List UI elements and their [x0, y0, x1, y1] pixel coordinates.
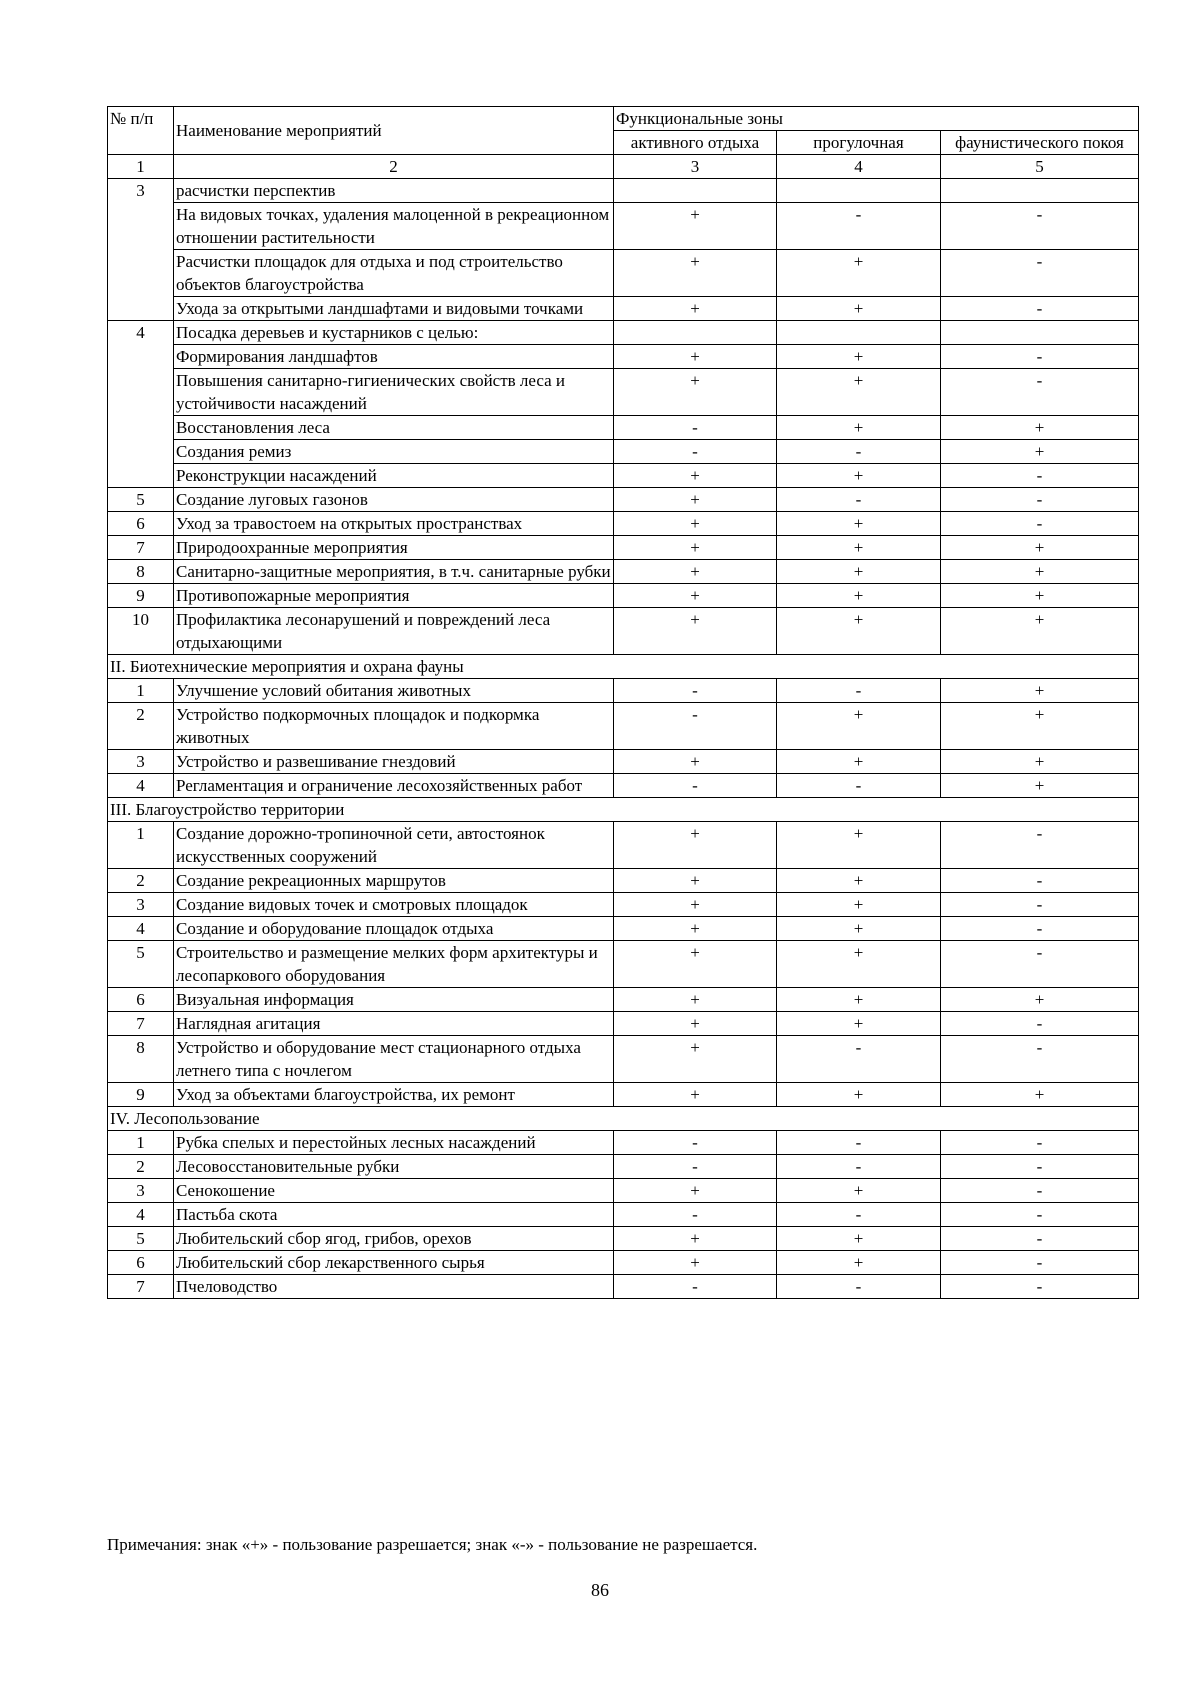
zone-walking-mark: + — [777, 512, 941, 536]
measure-name: Пчеловодство — [174, 1275, 614, 1299]
table-row — [108, 608, 1139, 655]
measure-name: Посадка деревьев и кустарников с целью: — [174, 321, 614, 345]
section-title: IV. Лесопользование — [108, 1107, 1139, 1131]
zone-fauna-mark: + — [941, 440, 1139, 464]
zone-walking-mark: - — [777, 488, 941, 512]
measure-name: Создание рекреационных маршрутов — [174, 869, 614, 893]
row-number: 7 — [108, 1275, 174, 1299]
row-number: 6 — [108, 1251, 174, 1275]
measure-name: Ухода за открытыми ландшафтами и видовыми точками — [174, 297, 614, 321]
zone-walking-mark: + — [777, 1012, 941, 1036]
measure-name: Восстановления леса — [174, 416, 614, 440]
table-row — [108, 440, 1139, 464]
zone-fauna-mark: + — [941, 536, 1139, 560]
table-row — [108, 1251, 1139, 1275]
zone-active-mark: - — [614, 1275, 777, 1299]
zone-fauna-mark — [941, 179, 1139, 203]
table-row — [108, 869, 1139, 893]
zone-walking-mark: + — [777, 250, 941, 297]
zone-fauna-mark: - — [941, 512, 1139, 536]
row-number: 6 — [108, 512, 174, 536]
zone-walking-mark: + — [777, 750, 941, 774]
zone-active-mark: - — [614, 1155, 777, 1179]
section-ii — [108, 655, 1139, 679]
zone-walking-mark: + — [777, 584, 941, 608]
table-row — [108, 250, 1139, 297]
table-row — [108, 416, 1139, 440]
row-number: 3 — [108, 750, 174, 774]
table-row — [108, 1083, 1139, 1107]
zone-walking-mark: + — [777, 369, 941, 416]
row-number: 1 — [108, 1131, 174, 1155]
measure-name: Создания ремиз — [174, 440, 614, 464]
section-iv-rows — [108, 1131, 1139, 1299]
index-row — [108, 155, 1139, 179]
zone-fauna-mark: - — [941, 893, 1139, 917]
row-number: 1 — [108, 822, 174, 869]
zone-walking-mark: + — [777, 464, 941, 488]
zone-active-mark: + — [614, 1251, 777, 1275]
zone-walking-mark: - — [777, 1036, 941, 1083]
measure-name: Санитарно-защитные мероприятия, в т.ч. санитарные рубки — [174, 560, 614, 584]
measure-name: Сенокошение — [174, 1179, 614, 1203]
zone-walking-mark: + — [777, 416, 941, 440]
zone-active-mark: - — [614, 774, 777, 798]
zone-walking-mark: + — [777, 703, 941, 750]
measure-name: Устройство подкормочных площадок и подкормка животных — [174, 703, 614, 750]
zone-active-mark: + — [614, 488, 777, 512]
table-row — [108, 1036, 1139, 1083]
zone-walking-mark: + — [777, 1227, 941, 1251]
zone-active-mark: - — [614, 1203, 777, 1227]
zone-walking-mark: + — [777, 988, 941, 1012]
row-number: 3 — [108, 893, 174, 917]
measure-name: Любительский сбор ягод, грибов, орехов — [174, 1227, 614, 1251]
measure-name: расчистки перспектив — [174, 179, 614, 203]
zone-active-mark: + — [614, 536, 777, 560]
row-number: 7 — [108, 536, 174, 560]
zone-active-mark: - — [614, 1131, 777, 1155]
section-ii-rows — [108, 679, 1139, 798]
zone-active-mark: + — [614, 869, 777, 893]
measure-name: Повышения санитарно-гигиенических свойств леса и устойчивости насаждений — [174, 369, 614, 416]
zone-active-mark: + — [614, 250, 777, 297]
measure-name: Лесовосстановительные рубки — [174, 1155, 614, 1179]
zone-fauna-mark: - — [941, 488, 1139, 512]
zone-fauna-mark: + — [941, 416, 1139, 440]
table-row — [108, 1275, 1139, 1299]
zone-fauna-mark: - — [941, 297, 1139, 321]
table-row — [108, 203, 1139, 250]
row-number: 6 — [108, 988, 174, 1012]
table-row — [108, 750, 1139, 774]
zone-fauna-mark: - — [941, 1012, 1139, 1036]
row-number: 3 — [108, 179, 174, 321]
measure-name: Визуальная информация — [174, 988, 614, 1012]
zone-fauna-mark: - — [941, 345, 1139, 369]
zone-active-mark: + — [614, 750, 777, 774]
measure-name: Устройство и оборудование мест стационарного отдыха летнего типа с ночлегом — [174, 1036, 614, 1083]
table-row — [108, 512, 1139, 536]
zone-fauna-mark: + — [941, 774, 1139, 798]
zone-active-mark: + — [614, 203, 777, 250]
zone-fauna-mark: + — [941, 703, 1139, 750]
index-cell: 1 — [108, 155, 174, 179]
zone-walking-mark: + — [777, 893, 941, 917]
row-number: 5 — [108, 488, 174, 512]
measure-name: Улучшение условий обитания животных — [174, 679, 614, 703]
header-zone-active: активного отдыха — [614, 131, 777, 155]
zone-active-mark: + — [614, 893, 777, 917]
zone-fauna-mark: - — [941, 1036, 1139, 1083]
measure-name: Расчистки площадок для отдыха и под строительство объектов благоустройства — [174, 250, 614, 297]
table-row — [108, 488, 1139, 512]
zone-active-mark: + — [614, 369, 777, 416]
section-iii-rows — [108, 822, 1139, 1107]
zone-fauna-mark: - — [941, 1155, 1139, 1179]
measures-table — [107, 106, 1139, 1299]
zone-fauna-mark: - — [941, 464, 1139, 488]
header-zones: Функциональные зоны — [614, 107, 1139, 131]
zone-walking-mark: - — [777, 440, 941, 464]
zone-active-mark: + — [614, 1083, 777, 1107]
zone-fauna-mark: - — [941, 250, 1139, 297]
table-row — [108, 1131, 1139, 1155]
zone-fauna-mark: - — [941, 822, 1139, 869]
table-row — [108, 941, 1139, 988]
zone-fauna-mark: - — [941, 869, 1139, 893]
table-row — [108, 1179, 1139, 1203]
measure-name: Наглядная агитация — [174, 1012, 614, 1036]
zone-walking-mark — [777, 179, 941, 203]
zone-active-mark: + — [614, 1036, 777, 1083]
table-row — [108, 822, 1139, 869]
measure-name: Природоохранные мероприятия — [174, 536, 614, 560]
table-row — [108, 1155, 1139, 1179]
row-number: 7 — [108, 1012, 174, 1036]
zone-active-mark: + — [614, 822, 777, 869]
section-iii — [108, 798, 1139, 822]
row-number: 10 — [108, 608, 174, 655]
row-number: 9 — [108, 584, 174, 608]
zone-fauna-mark — [941, 321, 1139, 345]
section-heading-row — [108, 655, 1139, 679]
zone-active-mark — [614, 179, 777, 203]
page-number: 86 — [591, 1580, 609, 1600]
zone-walking-mark: - — [777, 203, 941, 250]
zone-walking-mark: + — [777, 1083, 941, 1107]
zone-active-mark: + — [614, 1179, 777, 1203]
zone-walking-mark: - — [777, 1203, 941, 1227]
measure-name: Уход за травостоем на открытых пространствах — [174, 512, 614, 536]
section-iv — [108, 1107, 1139, 1131]
table-row — [108, 179, 1139, 203]
row-number: 2 — [108, 703, 174, 750]
section-heading-row — [108, 798, 1139, 822]
zone-walking-mark: + — [777, 560, 941, 584]
measure-name: На видовых точках, удаления малоценной в рекреационном отношении растительности — [174, 203, 614, 250]
zone-walking-mark — [777, 321, 941, 345]
row-number: 5 — [108, 1227, 174, 1251]
table-note: Примечания: знак «+» - пользование разрешается; знак «-» - пользование не разрешается. — [107, 1535, 758, 1554]
measure-name: Любительский сбор лекарственного сырья — [174, 1251, 614, 1275]
zone-active-mark: + — [614, 988, 777, 1012]
zone-active-mark: - — [614, 440, 777, 464]
zone-fauna-mark: - — [941, 941, 1139, 988]
table-row — [108, 679, 1139, 703]
zone-fauna-mark: - — [941, 369, 1139, 416]
row-number: 3 — [108, 1179, 174, 1203]
measure-name: Пастьба скота — [174, 1203, 614, 1227]
zone-walking-mark: - — [777, 1155, 941, 1179]
section-title: II. Биотехнические мероприятия и охрана фауны — [108, 655, 1139, 679]
zone-walking-mark: + — [777, 869, 941, 893]
row-number: 9 — [108, 1083, 174, 1107]
zone-fauna-mark: - — [941, 203, 1139, 250]
zone-fauna-mark: - — [941, 1179, 1139, 1203]
row-number: 5 — [108, 941, 174, 988]
zone-fauna-mark: + — [941, 584, 1139, 608]
measure-name: Создание луговых газонов — [174, 488, 614, 512]
zone-fauna-mark: + — [941, 608, 1139, 655]
measure-name: Реконструкции насаждений — [174, 464, 614, 488]
table-row — [108, 536, 1139, 560]
row-number: 2 — [108, 1155, 174, 1179]
table-row — [108, 560, 1139, 584]
index-cell: 5 — [941, 155, 1139, 179]
table-row — [108, 464, 1139, 488]
measure-name: Противопожарные мероприятия — [174, 584, 614, 608]
zone-walking-mark: + — [777, 297, 941, 321]
zone-walking-mark: + — [777, 345, 941, 369]
table-row — [108, 297, 1139, 321]
measure-name: Создание дорожно-тропиночной сети, автостоянок искусственных сооружений — [174, 822, 614, 869]
zone-fauna-mark: + — [941, 679, 1139, 703]
zone-walking-mark: + — [777, 917, 941, 941]
zone-walking-mark: - — [777, 1131, 941, 1155]
table-row — [108, 369, 1139, 416]
measure-name: Регламентация и ограничение лесохозяйственных работ — [174, 774, 614, 798]
section-title: III. Благоустройство территории — [108, 798, 1139, 822]
header-zone-fauna: фаунистического покоя — [941, 131, 1139, 155]
zone-walking-mark: + — [777, 608, 941, 655]
zone-active-mark — [614, 321, 777, 345]
header-row — [108, 107, 1139, 131]
index-cell: 2 — [174, 155, 614, 179]
zone-fauna-mark: + — [941, 988, 1139, 1012]
measure-name: Уход за объектами благоустройства, их ремонт — [174, 1083, 614, 1107]
zone-walking-mark: + — [777, 941, 941, 988]
measure-name: Профилактика лесонарушений и повреждений леса отдыхающими — [174, 608, 614, 655]
zone-active-mark: + — [614, 917, 777, 941]
row-number: 2 — [108, 869, 174, 893]
zone-active-mark: + — [614, 941, 777, 988]
zone-active-mark: + — [614, 608, 777, 655]
zone-active-mark: + — [614, 560, 777, 584]
row-number: 1 — [108, 679, 174, 703]
zone-fauna-mark: - — [941, 1131, 1139, 1155]
zone-walking-mark: - — [777, 774, 941, 798]
row-number: 4 — [108, 1203, 174, 1227]
zone-walking-mark: + — [777, 822, 941, 869]
zone-active-mark: + — [614, 584, 777, 608]
zone-fauna-mark: - — [941, 1275, 1139, 1299]
zone-fauna-mark: + — [941, 750, 1139, 774]
header-zone-walking: прогулочная — [777, 131, 941, 155]
measure-name: Формирования ландшафтов — [174, 345, 614, 369]
zone-active-mark: - — [614, 416, 777, 440]
row-number: 4 — [108, 774, 174, 798]
measure-name: Строительство и размещение мелких форм архитектуры и лесопаркового оборудования — [174, 941, 614, 988]
zone-fauna-mark: - — [941, 1203, 1139, 1227]
zone-active-mark: + — [614, 1012, 777, 1036]
zone-walking-mark: + — [777, 1179, 941, 1203]
table-row — [108, 893, 1139, 917]
row-number: 8 — [108, 560, 174, 584]
zone-active-mark: - — [614, 679, 777, 703]
zone-active-mark: + — [614, 464, 777, 488]
table-row — [108, 1203, 1139, 1227]
zone-active-mark: + — [614, 345, 777, 369]
zone-active-mark: - — [614, 703, 777, 750]
zone-active-mark: + — [614, 512, 777, 536]
index-cell: 3 — [614, 155, 777, 179]
table-row — [108, 988, 1139, 1012]
measure-name: Создание и оборудование площадок отдыха — [174, 917, 614, 941]
zone-fauna-mark: + — [941, 560, 1139, 584]
zone-walking-mark: + — [777, 1251, 941, 1275]
rows-group-a — [108, 488, 1139, 655]
table-row — [108, 1012, 1139, 1036]
measure-name: Рубка спелых и перестойных лесных насаждений — [174, 1131, 614, 1155]
row-number: 4 — [108, 321, 174, 488]
row-number: 4 — [108, 917, 174, 941]
table-row — [108, 321, 1139, 345]
index-cell: 4 — [777, 155, 941, 179]
header-name: Наименование мероприятий — [174, 107, 614, 155]
measure-name: Устройство и развешивание гнездовий — [174, 750, 614, 774]
zone-fauna-mark: - — [941, 1227, 1139, 1251]
table-row — [108, 345, 1139, 369]
table-row — [108, 917, 1139, 941]
zone-walking-mark: - — [777, 1275, 941, 1299]
table-row — [108, 584, 1139, 608]
zone-fauna-mark: - — [941, 917, 1139, 941]
header-num: № п/п — [108, 107, 174, 155]
table-row — [108, 774, 1139, 798]
zone-fauna-mark: - — [941, 1251, 1139, 1275]
table-row — [108, 1227, 1139, 1251]
zone-active-mark: + — [614, 1227, 777, 1251]
zone-walking-mark: + — [777, 536, 941, 560]
zone-fauna-mark: + — [941, 1083, 1139, 1107]
zone-active-mark: + — [614, 297, 777, 321]
measure-name: Создание видовых точек и смотровых площадок — [174, 893, 614, 917]
zone-walking-mark: - — [777, 679, 941, 703]
table-row — [108, 703, 1139, 750]
row-number: 8 — [108, 1036, 174, 1083]
section-heading-row — [108, 1107, 1139, 1131]
